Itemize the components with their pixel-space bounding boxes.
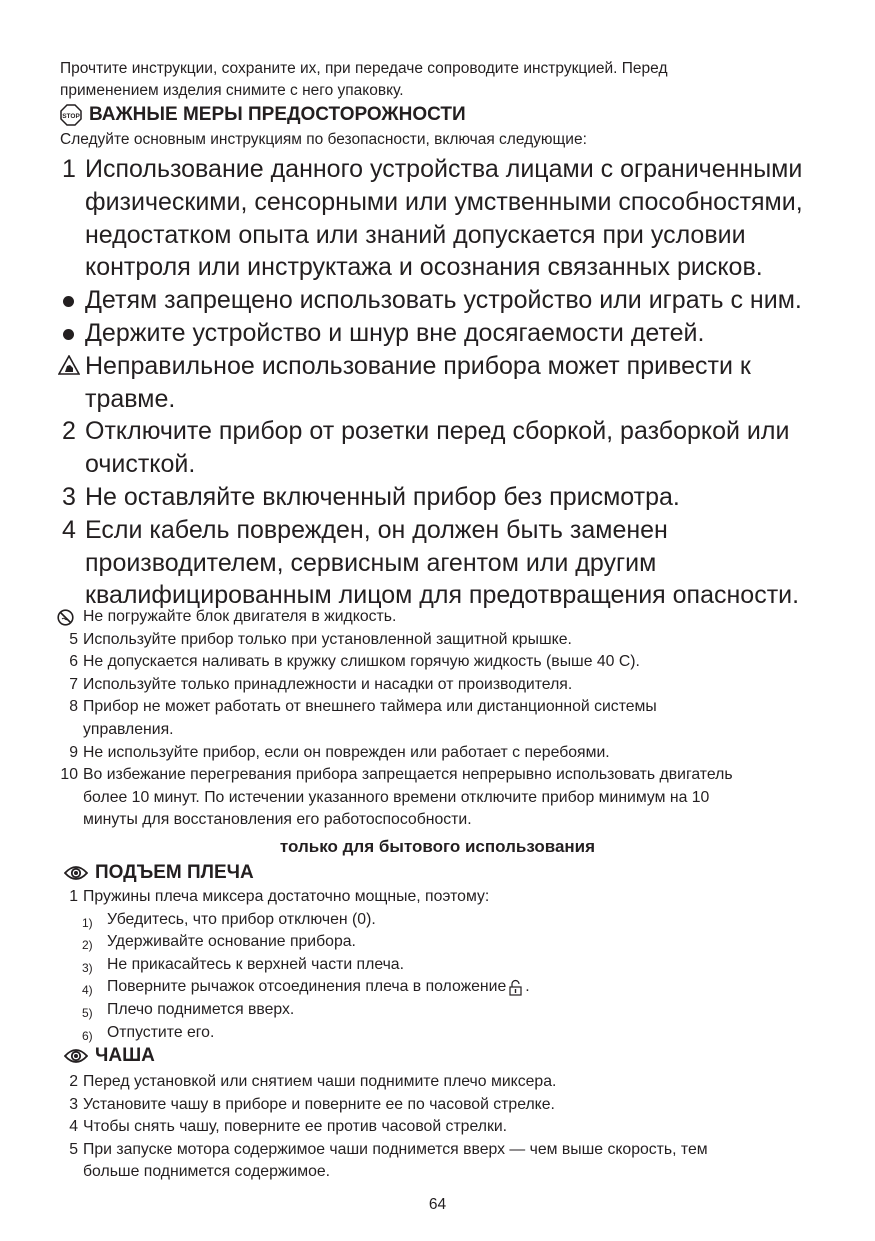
item-number: 1 <box>69 888 78 905</box>
list-item <box>0 629 875 652</box>
bowl-list <box>0 1071 875 1184</box>
list-item <box>0 1139 875 1184</box>
item-line: производителем, сервисным агентом или другим <box>85 548 657 577</box>
item-line: Детям запрещено использовать устройство или играть с ним. <box>85 286 802 315</box>
step-text: Не прикасайтесь к верхней части плеча. <box>107 955 404 973</box>
safety-follow-text: Следуйте основным инструкциям по безопасности, включая следующие: <box>60 131 587 148</box>
svg-text:STOP: STOP <box>62 113 80 120</box>
item-line: Перед установкой или снятием чаши поднимите плечо миксера. <box>83 1073 557 1090</box>
step-item <box>0 954 875 977</box>
step-item <box>0 1022 875 1045</box>
step-text-suffix: . <box>525 978 530 996</box>
item-line: травме. <box>85 384 176 413</box>
list-item <box>0 764 875 832</box>
arm-title: ПОДЪЕМ ПЛЕЧА <box>95 862 254 883</box>
item-number: 2 <box>62 417 76 446</box>
intro-line: применением изделия снимите с него упаковку. <box>60 82 404 99</box>
step-number: 5) <box>82 1005 93 1020</box>
item-number: 4 <box>62 515 76 544</box>
list-item <box>0 481 875 514</box>
stop-icon <box>60 104 82 126</box>
item-line: минуты для восстановления его работоспособности. <box>83 811 472 829</box>
item-number: 1 <box>62 155 76 183</box>
list-item <box>0 153 875 284</box>
item-number: 3 <box>69 1095 78 1113</box>
item-line: управления. <box>83 720 174 738</box>
list-item <box>0 317 875 350</box>
item-line: контроля или инструктажа и осознания связанных рисков. <box>85 253 763 282</box>
list-item <box>0 1116 875 1139</box>
step-text: Отпустите его. <box>107 1023 215 1041</box>
list-item <box>0 415 875 481</box>
item-line: Во избежание перегревания прибора запрещается непрерывно использовать двигатель <box>83 766 733 784</box>
step-item <box>0 999 875 1022</box>
item-number: 8 <box>69 698 78 716</box>
item-number: 2 <box>69 1073 78 1090</box>
item-line: Не используйте прибор, если он поврежден или работает с перебоями. <box>83 743 610 761</box>
item-line: Держите устройство и шнур вне досягаемости детей. <box>85 318 705 347</box>
eye-icon <box>64 865 88 881</box>
item-line: При запуске мотора содержимое чаши поднимется вверх — чем выше скорость, тем <box>83 1140 708 1158</box>
household-use-note: только для бытового использования <box>279 837 596 856</box>
list-item <box>0 514 875 612</box>
item-number: 7 <box>69 675 78 693</box>
item-number: 4 <box>69 1118 78 1136</box>
item-line: Используйте только принадлежности и насадки от производителя. <box>83 675 573 693</box>
item-line: более 10 минут. По истечении указанного времени отключите прибор минимум на 10 <box>83 788 710 806</box>
item-number: 6 <box>69 653 78 671</box>
step-number: 1) <box>82 915 93 930</box>
step-number: 2) <box>82 938 93 953</box>
step-item <box>0 909 875 932</box>
item-number: 3 <box>62 482 76 511</box>
step-text: Удерживайте основание прибора. <box>107 933 356 951</box>
item-line: Прибор не может работать от внешнего таймера или дистанционной системы <box>83 698 657 716</box>
step-number: 3) <box>82 960 93 975</box>
item-line: Чтобы снять чашу, поверните ее против часовой стрелки. <box>83 1118 508 1136</box>
list-item <box>0 886 875 909</box>
bowl-heading <box>64 1044 155 1068</box>
step-text: Убедитесь, что прибор отключен (0). <box>107 910 376 928</box>
bullet-icon <box>63 329 74 340</box>
list-item <box>0 350 875 416</box>
safety-heading <box>60 103 466 127</box>
safety-secondary-list <box>0 606 875 832</box>
item-line: Использование данного устройства лицами с ограниченными <box>85 155 803 183</box>
item-line: Не оставляйте включенный прибор без присмотра. <box>85 482 680 511</box>
intro-text <box>60 58 875 102</box>
item-line: квалифицированным лицом для предотвращения опасности. <box>85 581 800 610</box>
list-item <box>0 696 875 741</box>
item-line: очисткой. <box>85 450 196 479</box>
item-line: Пружины плеча миксера достаточно мощные, поэтому: <box>83 888 490 905</box>
bullet-icon <box>63 296 74 307</box>
item-number: 5 <box>69 1140 78 1158</box>
safety-main-list <box>0 153 875 612</box>
list-item <box>0 674 875 697</box>
hand-warning-icon <box>58 355 80 375</box>
unlock-icon <box>509 979 522 996</box>
item-number: 5 <box>69 630 78 648</box>
step-number: 6) <box>82 1028 93 1043</box>
item-line: Не погружайте блок двигателя в жидкость. <box>83 608 397 625</box>
item-line: Отключите прибор от розетки перед сборкой, разборкой или <box>85 417 790 446</box>
intro-line: Прочтите инструкции, сохраните их, при передаче сопроводите инструкцией. Перед <box>60 60 668 77</box>
item-line: недостатком опыта или знаний допускается при условии <box>85 220 746 249</box>
page-number: 64 <box>428 1196 447 1213</box>
list-item <box>0 651 875 674</box>
item-line: Установите чашу в приборе и поверните ее по часовой стрелке. <box>83 1095 555 1113</box>
eye-icon <box>64 1048 88 1064</box>
no-immerse-icon <box>57 609 74 626</box>
item-line: Неправильное использование прибора может привести к <box>85 351 751 380</box>
arm-heading <box>64 861 254 885</box>
step-text: Плечо поднимется вверх. <box>107 1000 295 1018</box>
list-item <box>0 742 875 765</box>
step-number: 4) <box>82 983 93 998</box>
list-item <box>0 1071 875 1094</box>
bowl-title: ЧАША <box>95 1045 155 1066</box>
list-item <box>0 1094 875 1117</box>
list-item <box>0 606 875 629</box>
item-line: Не допускается наливать в кружку слишком горячую жидкость (выше 40 С). <box>83 653 640 671</box>
item-line: Если кабель поврежден, он должен быть заменен <box>85 515 668 544</box>
arm-list <box>0 886 875 1044</box>
item-number: 10 <box>60 766 78 784</box>
step-text: Поверните рычажок отсоединения плеча в положение <box>107 978 507 996</box>
safety-title: ВАЖНЫЕ МЕРЫ ПРЕДОСТОРОЖНОСТИ <box>89 104 466 125</box>
item-number: 9 <box>69 743 78 761</box>
step-item <box>0 976 875 999</box>
list-item <box>0 284 875 317</box>
item-line: Используйте прибор только при установленной защитной крышке. <box>83 630 572 648</box>
step-item <box>0 931 875 954</box>
item-line: больше поднимется содержимое. <box>83 1163 331 1181</box>
item-line: физическими, сенсорными или умственными способностями, <box>85 187 803 216</box>
